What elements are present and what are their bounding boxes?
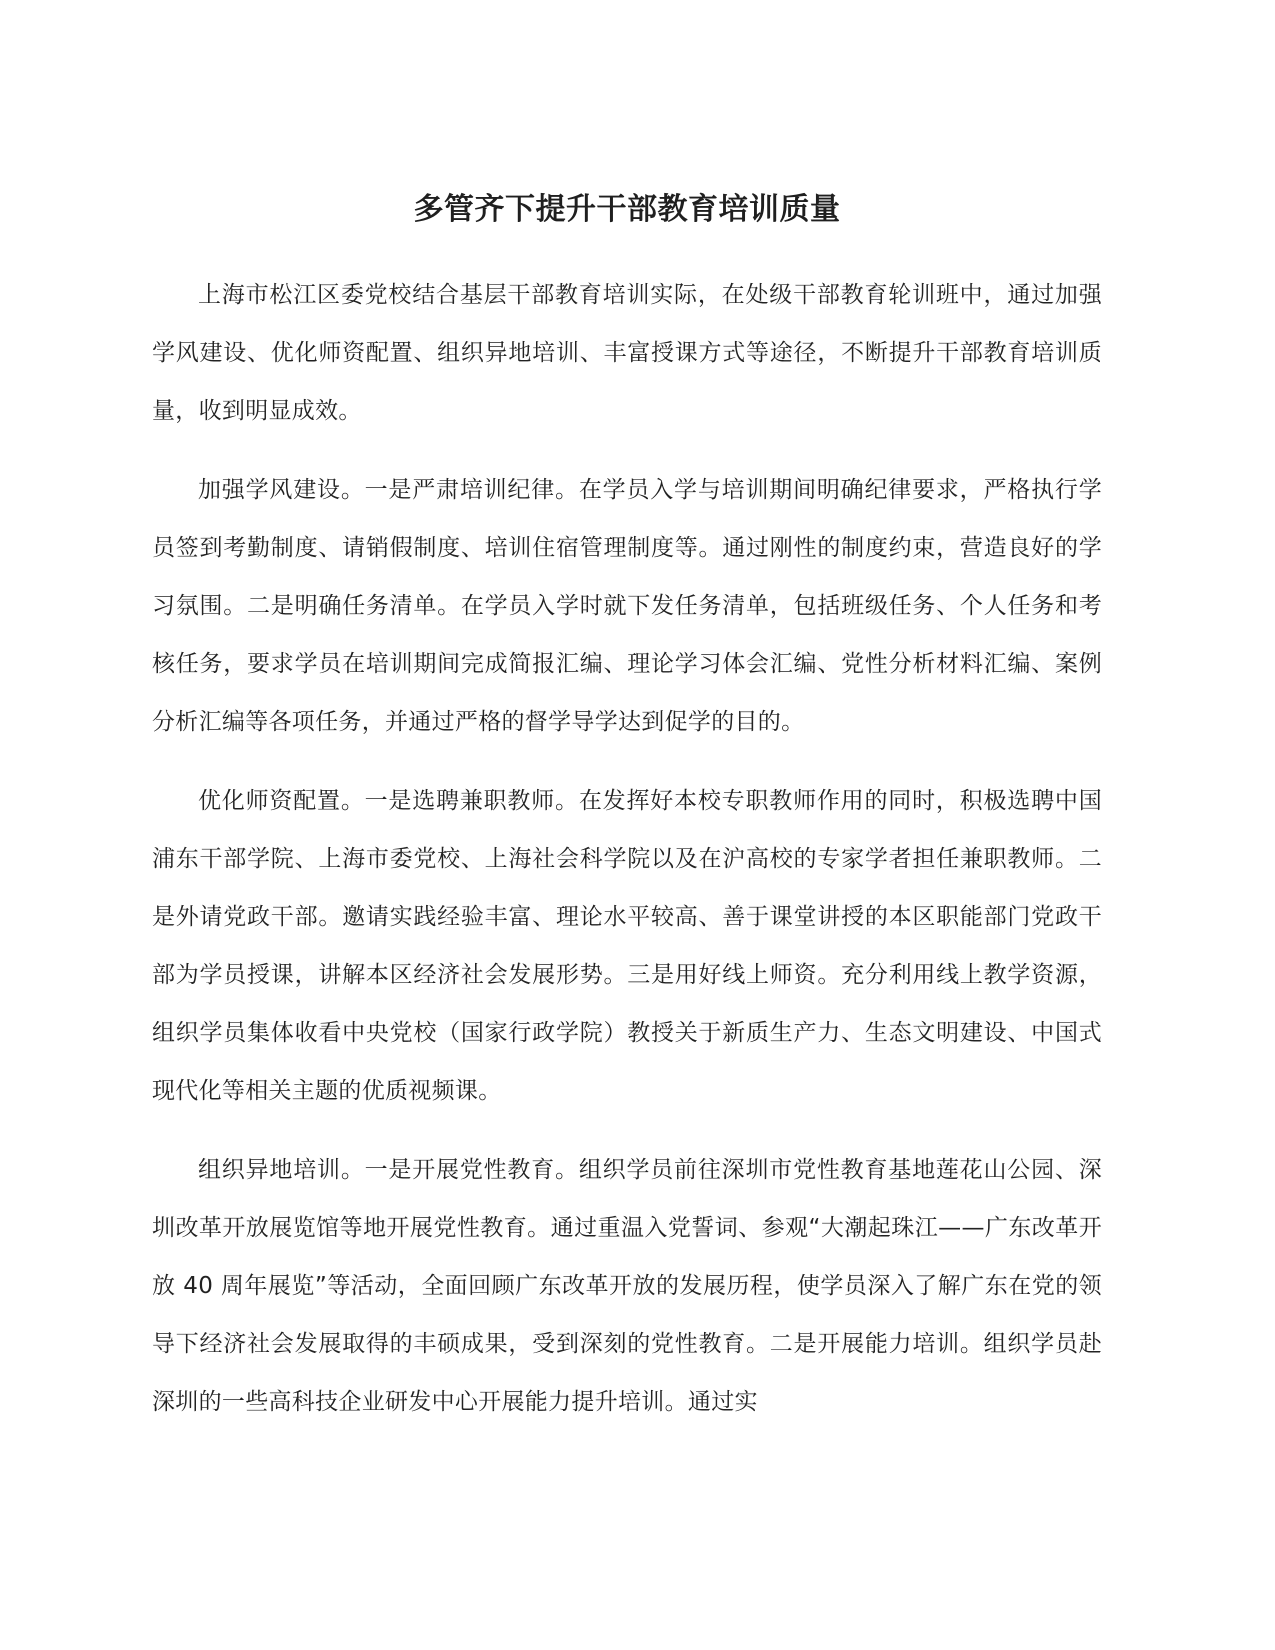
page-title: 多管齐下提升干部教育培训质量 bbox=[413, 192, 841, 227]
paragraph-intro: 上海市松江区委党校结合基层干部教育培训实际，在处级干部教育轮训班中，通过加强学风建设、优化师资配置、组织异地培训、丰富授课方式等途径，不断提升干部教育培训质量，收到明显成效。 bbox=[152, 282, 1102, 424]
paragraph-faculty: 优化师资配置。一是选聘兼职教师。在发挥好本校专职教师作用的同时，积极选聘中国浦东干部学院、上海市委党校、上海社会科学院以及在沪高校的专家学者担任兼职教师。二是外请党政干部。邀请实践经验丰富、理论水平较高、善于课堂讲授的本区职能部门党政干部为学员授课，讲解本区经济社会发展形势。三是用好线上师资。充分利用线上教学资源，组织学员集体收看中央党校（国家行政学院）教授关于新质生产力、生态文明建设、中国式现代化等相关主题的优质视频课。 bbox=[152, 788, 1102, 1104]
paragraph-study-style: 加强学风建设。一是严肃培训纪律。在学员入学与培训期间明确纪律要求，严格执行学员签到考勤制度、请销假制度、培训住宿管理制度等。通过刚性的制度约束，营造良好的学习氛围。二是明确任务清单。在学员入学时就下发任务清单，包括班级任务、个人任务和考核任务，要求学员在培训期间完成简报汇编、理论学习体会汇编、党性分析材料汇编、案例分析汇编等各项任务，并通过严格的督学导学达到促学的目的。 bbox=[152, 477, 1102, 735]
paragraph-offsite-training: 组织异地培训。一是开展党性教育。组织学员前往深圳市党性教育基地莲花山公园、深圳改革开放展览馆等地开展党性教育。通过重温入党誓词、参观“大潮起珠江——广东改革开放 40 周年展览”等活动，全面回顾广东改革开放的发展历程，使学员深入了解广东在党的领导下经济社会发展取得的丰硕成果，受到深刻的党性教育。二是开展能力培训。组织学员赴深圳的一些高科技企业研发中心开展能力提升培训。通过实 bbox=[152, 1157, 1102, 1415]
article-body bbox=[152, 266, 1102, 1452]
document-page bbox=[152, 0, 1102, 1650]
